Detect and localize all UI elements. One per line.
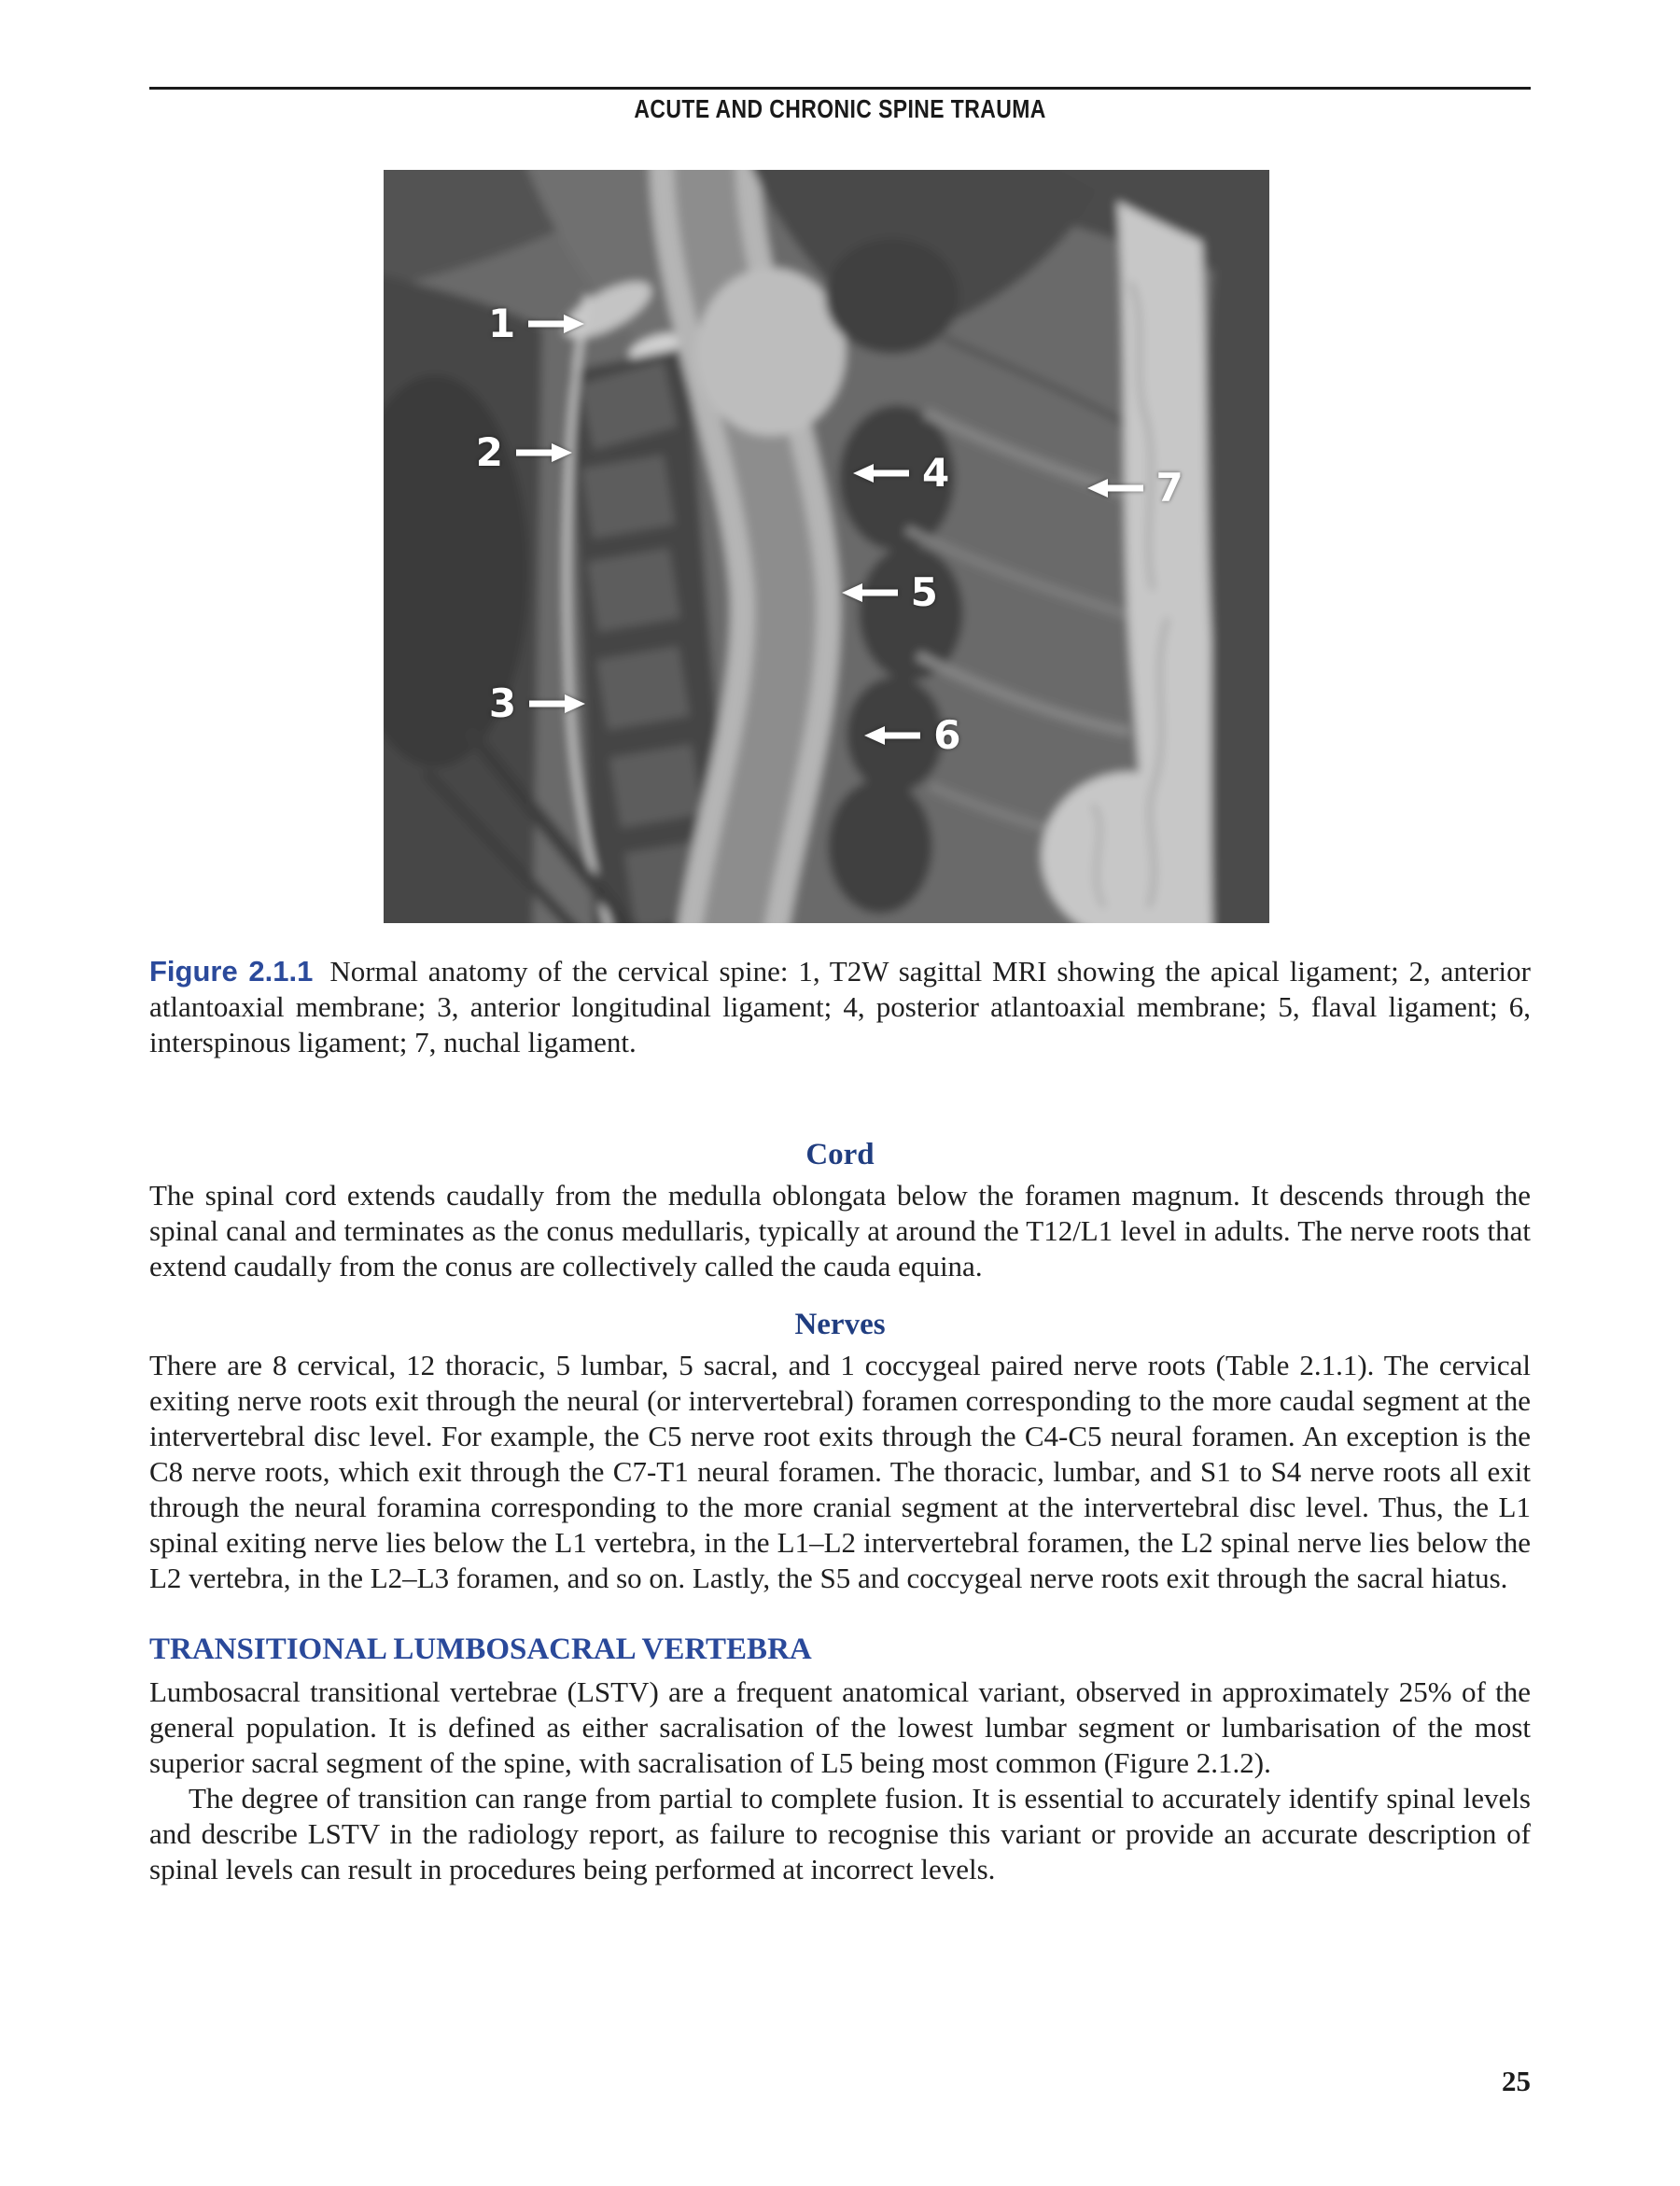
- mri-label-5-number: 5: [910, 568, 938, 615]
- mri-label-3-number: 3: [488, 680, 517, 727]
- section-heading-nerves: Nerves: [794, 1308, 886, 1341]
- running-header-title: ACUTE AND CHRONIC SPINE TRAUMA: [634, 94, 1046, 123]
- running-header: [149, 87, 1531, 124]
- figure-caption-text: Normal anatomy of the cervical spine: 1, T2W sagittal MRI showing the apical ligament; 2, anterior atlantoaxial membrane; 3, anterior longitudinal ligament; 4, posterior atlantoaxial membrane; 5, flaval ligament; 6, interspinous ligament; 7, nuchal ligament.: [149, 955, 1531, 1058]
- paragraph: Lumbosacral transitional vertebrae (LSTV) are a frequent anatomical variant, observed in approximately 25% of the general population. It is defined as either sacralisation of the lowest lumbar segment or lumbarisation of the most superior sacral segment of the spine, with sacralisation of L5 being most common (Figure 2.1.2).: [149, 1675, 1531, 1779]
- section-body-lstv: [149, 1675, 1531, 1887]
- paragraph: The spinal cord extends caudally from the medulla oblongata below the foramen magnum. It descends through the spinal canal and terminates as the conus medullaris, typically at around the T12/L1 level in adults. The nerve roots that extend caudally from the conus are collectively called the cauda equina.: [149, 1179, 1531, 1282]
- section-body-cord: [149, 1178, 1531, 1284]
- paragraph: The degree of transition can range from partial to complete fusion. It is essential to accurately identify spinal levels and describe LSTV in the radiology report, as failure to recognise this variant or provide an accurate description of spinal levels can result in procedures being performed at incorrect levels.: [149, 1782, 1531, 1885]
- section-heading-cord: Cord: [805, 1138, 875, 1171]
- page-number: 25: [1502, 2065, 1531, 2097]
- mri-label-2-number: 2: [475, 429, 503, 476]
- mri-anatomy-art: [384, 170, 1269, 923]
- section-heading-lstv: TRANSITIONAL LUMBOSACRAL VERTEBRA: [149, 1632, 812, 1666]
- mri-label-1-number: 1: [487, 300, 516, 346]
- mri-label-4-number: 4: [921, 450, 950, 497]
- section-body-nerves: [149, 1348, 1531, 1596]
- figure-label: Figure 2.1.1: [149, 955, 314, 988]
- figure-caption: [149, 954, 1531, 1060]
- mri-image: [384, 170, 1269, 923]
- paragraph: There are 8 cervical, 12 thoracic, 5 lumbar, 5 sacral, and 1 coccygeal paired nerve roots (Table 2.1.1). The cervical exiting nerve roots exit through the neural (or intervertebral) foramen corresponding to the more caudal segment at the intervertebral disc level. For example, the C5 nerve root exits through the C4-C5 neural foramen. An exception is the C8 nerve roots, which exit through the C7-T1 neural foramen. The thoracic, lumbar, and S1 to S4 nerve roots all exit through the neural foramina corresponding to the more cranial segment at the intervertebral disc level. Thus, the L1 spinal exiting nerve lies below the L1 vertebra, in the L1–L2 intervertebral foramen, the L2 spinal nerve lies below the L2 vertebra, in the L2–L3 foramen, and so on. Lastly, the S5 and coccygeal nerve roots exit through the sacral hiatus.: [149, 1349, 1531, 1594]
- mri-label-7-number: 7: [1155, 464, 1183, 511]
- mri-label-6-number: 6: [933, 712, 961, 759]
